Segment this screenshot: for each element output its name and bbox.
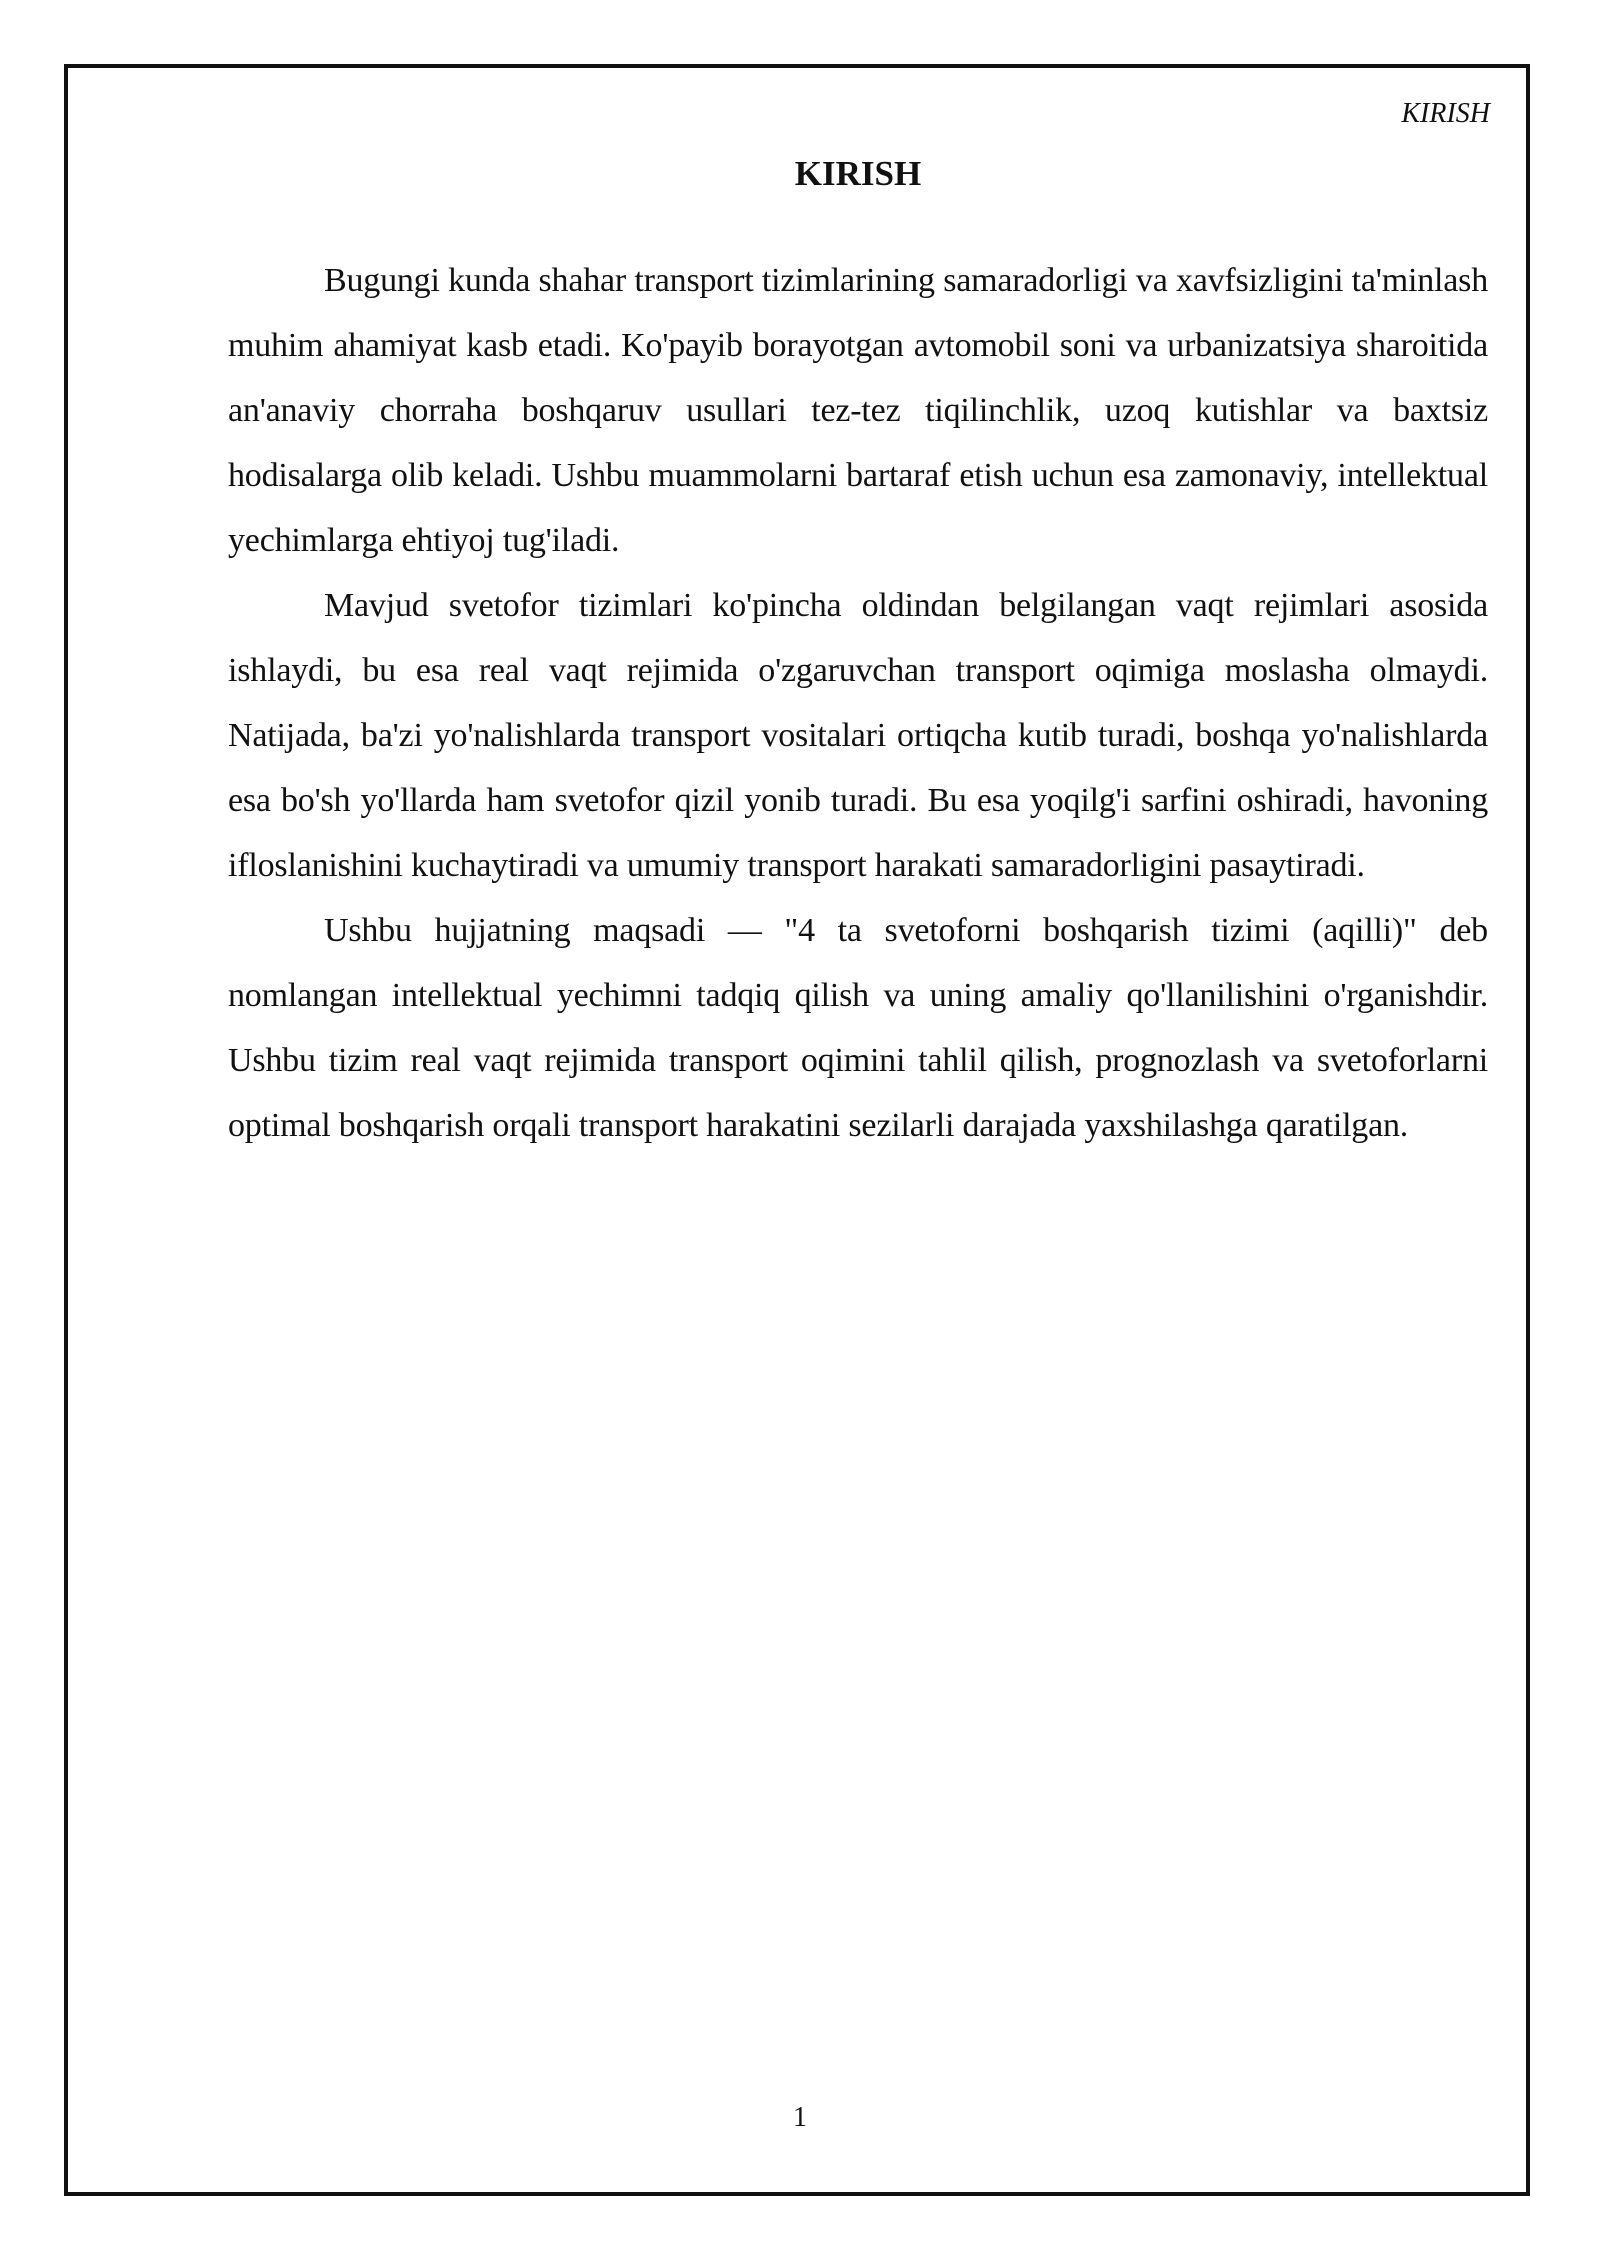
paragraph-3: Ushbu hujjatning maqsadi — "4 ta svetoforni boshqarish tizimi (aqilli)" deb nomlangan intellektual yechimni tadqiq qilish va uning amaliy qo'llanilishini o'rganishdir. Ushbu tizim real vaqt rejimida transport oqimini tahlil qilish, prognozlash va svetoforlarni optimal boshqarish orqali transport harakatini sezilarli darajada yaxshilashga qaratilgan. bbox=[228, 912, 1488, 1144]
body-text bbox=[228, 248, 1488, 1158]
page-number: 1 bbox=[793, 2102, 807, 2133]
page-title: KIRISH bbox=[794, 154, 922, 193]
running-header: KIRISH bbox=[1401, 98, 1490, 129]
paragraph-2: Mavjud svetofor tizimlari ko'pincha oldindan belgilangan vaqt rejimlari asosida ishlaydi, bu esa real vaqt rejimida o'zgaruvchan transport oqimiga moslasha olmaydi. Natijada, ba'zi yo'nalishlarda transport vositalari ortiqcha kutib turadi, boshqa yo'nalishlarda esa bo'sh yo'llarda ham svetofor qizil yonib turadi. Bu esa yoqilg'i sarfini oshiradi, havoning ifloslanishini kuchaytiradi va umumiy transport harakati samaradorligini pasaytiradi. bbox=[228, 587, 1488, 884]
paragraph-1: Bugungi kunda shahar transport tizimlarining samaradorligi va xavfsizligini ta'minlash muhim ahamiyat kasb etadi. Ko'payib borayotgan avtomobil soni va urbanizatsiya sharoitida an'anaviy chorraha boshqaruv usullari tez-tez tiqilinchlik, uzoq kutishlar va baxtsiz hodisalarga olib keladi. Ushbu muammolarni bartaraf etish uchun esa zamonaviy, intellektual yechimlarga ehtiyoj tug'iladi. bbox=[228, 262, 1488, 559]
